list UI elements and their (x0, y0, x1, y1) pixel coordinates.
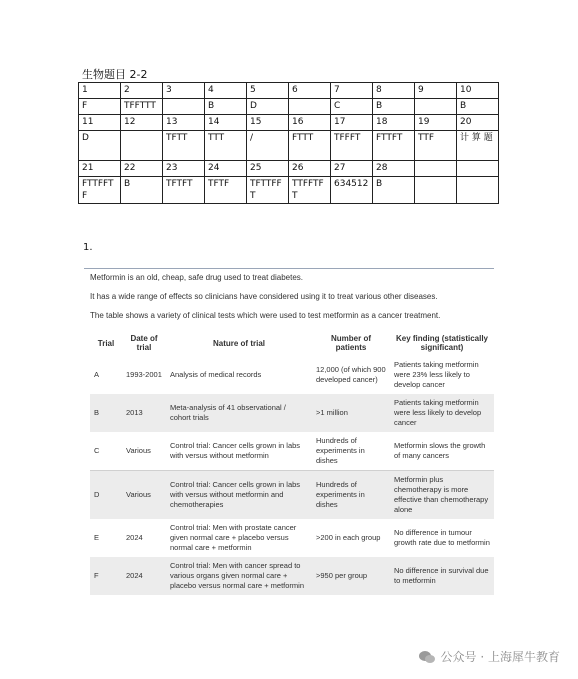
trial-cell: Control trial: Men with prostate cancer given normal care + placebo versus normal care + metformin (170, 523, 297, 552)
document-title: 生物题目 2-2 (82, 68, 148, 81)
trial-cell: 2024 (126, 533, 143, 542)
watermark-text: 公众号 · 上海犀牛教育 (440, 650, 560, 664)
answer-cell: 23 (163, 161, 205, 177)
answer-cell: B (205, 99, 247, 115)
answer-cell: 11 (79, 115, 121, 131)
trial-cell: Hundreds of experiments in dishes (312, 471, 390, 520)
trial-cell: 12,000 (of which 900 developed cancer) (316, 365, 386, 384)
answer-cell: F (79, 99, 121, 115)
trial-cell: >1 million (312, 394, 390, 432)
answer-cell: C (331, 99, 373, 115)
header-trial: Trial (97, 338, 115, 348)
answer-cell: 3 (163, 83, 205, 99)
trial-cell: 2024 (122, 557, 166, 595)
trial-cell: F (90, 557, 122, 595)
answer-cell: 14 (205, 115, 247, 131)
trials-table (90, 330, 494, 595)
trial-cell: C (94, 446, 100, 455)
answer-cell: / (247, 131, 289, 161)
metformin-excerpt (84, 268, 494, 595)
answer-table (78, 82, 499, 204)
header-patients: Number of patients (331, 334, 371, 352)
answer-cell: D (79, 131, 121, 161)
trial-cell: No difference in tumour growth rate due to metformin (394, 528, 490, 547)
answer-cell: 2 (121, 83, 163, 99)
answer-cell: 7 (331, 83, 373, 99)
answer-cell: TFTF (205, 177, 247, 204)
trial-row (90, 471, 494, 520)
answer-cell: TTF (415, 131, 457, 161)
trial-cell: Meta-analysis of 41 observational / cohort trials (166, 394, 312, 432)
trial-cell: Analysis of medical records (170, 370, 262, 379)
answer-cell: 8 (373, 83, 415, 99)
answer-cell (457, 161, 499, 177)
answer-cell: 6 (289, 83, 331, 99)
answer-cell: TFTT (163, 131, 205, 161)
wechat-icon (418, 650, 436, 664)
answer-cell (121, 131, 163, 161)
answer-cell (415, 161, 457, 177)
answer-cell: TTT (205, 131, 247, 161)
header-nature: Nature of trial (212, 338, 265, 348)
answer-cell: 28 (373, 161, 415, 177)
answer-cell: 15 (247, 115, 289, 131)
answer-cell (289, 99, 331, 115)
answer-row (79, 161, 499, 177)
answer-row (79, 83, 499, 99)
answer-cell: 16 (289, 115, 331, 131)
answer-cell: 18 (373, 115, 415, 131)
excerpt-top-rule (84, 268, 494, 269)
header-date: Date of trial (130, 334, 158, 352)
answer-row (79, 131, 499, 161)
answer-cell: 25 (247, 161, 289, 177)
trial-cell: Patients taking metformin were less likely to develop cancer (390, 394, 494, 432)
answer-cell: 10 (457, 83, 499, 99)
answer-row (79, 177, 499, 204)
trial-row (90, 519, 494, 557)
answer-cell: 20 (457, 115, 499, 131)
trial-cell: >200 in each group (316, 533, 381, 542)
trial-cell: Various (122, 471, 166, 520)
trial-cell: No difference in survival due to metformin (390, 557, 494, 595)
answer-cell: B (121, 177, 163, 204)
answer-cell (415, 99, 457, 115)
trial-cell: Various (126, 446, 151, 455)
answer-cell: 634512 (331, 177, 373, 204)
answer-cell: TTFFTFT (289, 177, 331, 204)
passage-line-1: Metformin is an old, cheap, safe drug used to treat diabetes. (90, 273, 304, 282)
answer-cell: 5 (247, 83, 289, 99)
trial-cell: Control trial: Cancer cells grown in labs with versus without metformin (170, 441, 301, 460)
answer-cell: TFTTFFT (247, 177, 289, 204)
trial-cell: 1993-2001 (126, 370, 162, 379)
answer-cell: TFTFT (163, 177, 205, 204)
trial-cell: >950 per group (312, 557, 390, 595)
answer-cell: 12 (121, 115, 163, 131)
answer-cell: 计 算 题 (457, 131, 499, 161)
answer-row (79, 115, 499, 131)
answer-cell: TFFTTT (121, 99, 163, 115)
answer-cell (457, 177, 499, 204)
answer-cell: FTTFT (373, 131, 415, 161)
answer-cell: 27 (331, 161, 373, 177)
answer-cell: 1 (79, 83, 121, 99)
trial-cell: 2013 (122, 394, 166, 432)
answer-row (79, 99, 499, 115)
answer-cell: 13 (163, 115, 205, 131)
answer-cell: 24 (205, 161, 247, 177)
answer-cell: 26 (289, 161, 331, 177)
answer-cell: B (373, 99, 415, 115)
trial-cell: A (94, 370, 100, 379)
passage-line-2: It has a wide range of effects so clinicians have considered using it to treat various other diseases. (90, 292, 438, 301)
trial-cell: E (94, 533, 100, 542)
trial-cell: Control trial: Cancer cells grown in labs with versus without metformin and chemotherapies (166, 471, 312, 520)
passage-line-3: The table shows a variety of clinical tests which were used to test metformin as a cancer treatment. (90, 311, 441, 320)
trial-cell: D (90, 471, 122, 520)
answer-cell: FTTFFTF (79, 177, 121, 204)
trial-row (90, 557, 494, 595)
answer-cell: 9 (415, 83, 457, 99)
watermark (418, 648, 560, 665)
trial-cell: Metformin slows the growth of many cancers (394, 441, 486, 460)
trial-cell: B (90, 394, 122, 432)
answer-cell (163, 99, 205, 115)
trial-row (90, 356, 494, 394)
trial-cell: Hundreds of experiments in dishes (316, 436, 365, 465)
answer-cell: 22 (121, 161, 163, 177)
answer-cell: 4 (205, 83, 247, 99)
answer-cell (415, 177, 457, 204)
trial-cell: Metformin plus chemotherapy is more effective than chemotherapy alone (390, 471, 494, 520)
answer-cell: FTTT (289, 131, 331, 161)
trial-cell: Control trial: Men with cancer spread to various organs given normal care + placebo versus normal care + metformin (166, 557, 312, 595)
answer-cell: 19 (415, 115, 457, 131)
answer-cell: D (247, 99, 289, 115)
trial-cell: Patients taking metformin were 23% less likely to develop cancer (394, 360, 479, 389)
trial-row (90, 394, 494, 432)
header-finding: Key finding (statistically significant) (395, 334, 489, 352)
answer-cell: 17 (331, 115, 373, 131)
answer-cell: B (373, 177, 415, 204)
trial-row (90, 432, 494, 471)
answer-cell: 21 (79, 161, 121, 177)
answer-cell: TFFFT (331, 131, 373, 161)
answer-cell: B (457, 99, 499, 115)
question-number: 1. (83, 242, 93, 253)
